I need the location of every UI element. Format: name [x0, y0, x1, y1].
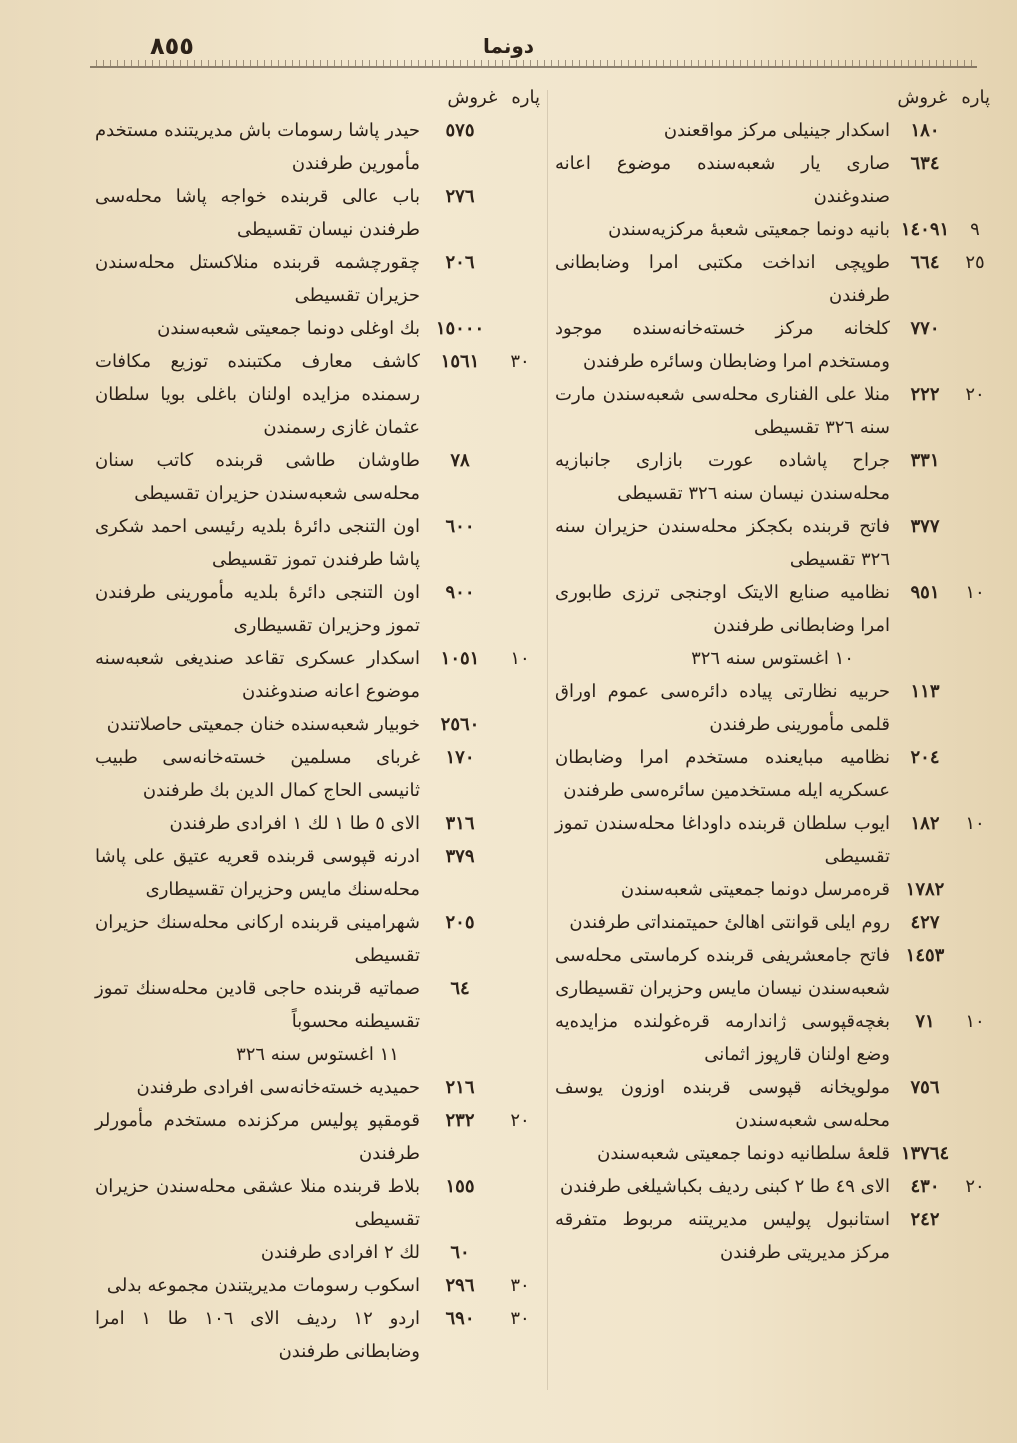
entry-description: اون التنجی دائرهٔ بلدیه مأمورینی طرفندن تموز وحزیران تقسیطاری [95, 582, 420, 636]
column-divider [547, 90, 548, 1390]
ledger-entry [95, 444, 540, 510]
entry-kurus: ٣٣١ [910, 450, 940, 471]
entry-kurus: ١٧٠ [445, 747, 475, 768]
entry-para: ١٠ [965, 1011, 985, 1032]
entry-description: اون التنجی دائرهٔ بلدیه رئیسی احمد شکری پاشا طرفندن تموز تقسیطی [95, 516, 420, 570]
ledger-entry [555, 741, 990, 807]
entry-description: جراح پاشاده عورت بازاری جانبازیه محله‌سندن نیسان سنه ٣٢٦ تقسیطی [555, 450, 890, 504]
ledger-entry [555, 444, 990, 510]
entry-kurus: ٣٧٩ [445, 846, 475, 867]
ledger-entry [95, 906, 540, 972]
entry-description: بلاط قربنده منلا عشقی محله‌سندن حزیران تقسیطی [95, 1176, 420, 1230]
ledger-entry [555, 114, 990, 147]
entry-description: استانبول پولیس مدیریتنه مربوط متفرقه مرکز مدیریتی طرفندن [555, 1209, 890, 1263]
column-head [555, 80, 990, 114]
entry-kurus: ٢٥٦٠ [440, 714, 480, 735]
entry-description: حمیدیه خسته‌خانه‌سی افرادی طرفندن [136, 1077, 420, 1098]
entry-kurus: ٢٠٤ [910, 747, 940, 768]
ledger-entry [555, 1203, 990, 1269]
entry-para: ٣٠ [510, 351, 530, 372]
ledger-entry [555, 807, 990, 873]
left-column [95, 80, 540, 1368]
entry-description: ایوب سلطان قربنده داوداغا محله‌سندن تموز تقسیطی [555, 813, 890, 867]
ledger-entry [555, 906, 990, 939]
column-head [95, 80, 540, 114]
ledger-entry [95, 180, 540, 246]
entry-description: الای ٤٩ طا ٢ کبنی ردیف بکباشیلغی طرفندن [559, 1176, 890, 1197]
entry-description: نظامیه صنایع الایتک اوجنجی ترزی طابوری امرا وضابطانی طرفندن [555, 582, 890, 636]
ledger-entry [555, 576, 990, 642]
entry-kurus: ١٥٦١ [440, 351, 480, 372]
entry-kurus: ٧٧٠ [910, 318, 940, 339]
para-header: پاره [961, 86, 990, 108]
entry-kurus: ٤٢٧ [910, 912, 940, 933]
right-column [555, 80, 990, 1269]
entry-description: لك ٢ افرادی طرفندن [260, 1242, 420, 1263]
entry-kurus: ٢٤٢ [910, 1209, 940, 1230]
entry-description: نظامیه مبایعنده مستخدم امرا وضابطان عسکریه ایله مستخدمین سائره‌سی طرفندن [555, 747, 890, 801]
ledger-entry [95, 972, 540, 1038]
entry-description: اسکوب رسومات مدیریتندن مجموعه بدلی [106, 1275, 420, 1296]
entry-para: ١٠ [510, 648, 530, 669]
entry-para: ١٠ [965, 813, 985, 834]
entry-description: حربیه نظارتی پیاده دائره‌سی عموم اوراق قلمی مأمورینی طرفندن [555, 681, 890, 735]
entry-kurus: ٩٥١ [910, 582, 940, 603]
ledger-entry [95, 1236, 540, 1269]
entry-description: منلا علی الفناری محله‌سی شعبه‌سندن مارت سنه ٣٢٦ تقسیطی [555, 384, 890, 438]
entry-description: فاتح جامعشریفی قربنده کرماستی محله‌سی شعبه‌سندن نیسان مایس وحزیران تقسیطاری [555, 945, 890, 999]
entry-kurus: ٢١٦ [445, 1077, 475, 1098]
entry-description: ادرنه قپوسی قربنده قعریه عتیق علی پاشا محله‌سنك مایس وحزیران تقسیطاری [95, 846, 420, 900]
page-number: ٨٥٥ [150, 32, 194, 60]
entry-kurus: ٢٩٦ [445, 1275, 475, 1296]
entry-kurus: ٧١ [915, 1011, 935, 1032]
entry-description: قره‌مرسل دونما جمعیتی شعبه‌سندن [620, 879, 890, 900]
entry-description: اسکدار عسکری تقاعد صندیغی شعبه‌سنه موضوع اعانه صندوغندن [95, 648, 420, 702]
entry-description: مولویخانه قپوسی قربنده اوزون یوسف محله‌سی شعبه‌سندن [555, 1077, 890, 1131]
para-header: پاره [511, 86, 540, 108]
ledger-entry [95, 1269, 540, 1302]
ledger-entry [95, 741, 540, 807]
entry-kurus: ١٠٥١ [440, 648, 480, 669]
entry-description: خوبیار شعبه‌سنده خنان جمعیتی حاصلاتندن [106, 714, 420, 735]
entry-kurus: ١٣٧٦٤ [900, 1143, 950, 1164]
ledger-entry [95, 312, 540, 345]
entry-description: اسکدار جینیلی مرکز مواقعندن [663, 120, 890, 141]
entry-para: ١٠ [965, 582, 985, 603]
entry-kurus: ٣١٦ [445, 813, 475, 834]
entry-kurus: ٩٠٠ [445, 582, 475, 603]
entry-description: طاوشان طاشی قربنده کاتب سنان محله‌سی شعبه‌سندن حزیران تقسیطی [95, 450, 420, 504]
date-line: ١٠ اغستوس سنه ٣٢٦ [691, 648, 854, 669]
entry-kurus: ٧٨ [450, 450, 470, 471]
entry-kurus: ٢٠٥ [445, 912, 475, 933]
entry-para: ٢٠ [965, 384, 985, 405]
entry-description: حیدر پاشا رسومات باش مدیریتنده مستخدم مأمورین طرفندن [95, 120, 420, 174]
entry-kurus: ٣٧٧ [910, 516, 940, 537]
entry-list [95, 114, 540, 1368]
ledger-entry [95, 1104, 540, 1170]
entry-kurus: ٢٧٦ [445, 186, 475, 207]
ledger-entry [95, 807, 540, 840]
ledger-entry [95, 642, 540, 708]
page-title: دونما [482, 34, 535, 58]
entry-kurus: ٦٠٠ [445, 516, 475, 537]
entry-kurus: ١٤٠٩١ [900, 219, 950, 240]
ledger-entry [95, 1170, 540, 1236]
ledger-entry [555, 1137, 990, 1170]
entry-description: کاشف معارف مکتبنده توزیع مکافات رسمنده مزایده اولنان باغلی بویا سلطان عثمان غازی رسمندن [95, 351, 420, 438]
entry-description: غربای مسلمین خسته‌خانه‌سی طبیب ثانیسی الحاج کمال الدین بك طرفندن [95, 747, 420, 801]
entry-description: صماتیه قربنده حاجی قادین محله‌سنك تموز تقسیطنه محسوباً [95, 978, 420, 1032]
entry-kurus: ٢٢٢ [910, 384, 940, 405]
ledger-entry [95, 708, 540, 741]
entry-description: بك اوغلی دونما جمعیتی شعبه‌سندن [157, 318, 420, 339]
entry-kurus: ٦٠ [450, 1242, 470, 1263]
entry-kurus: ١١٣ [910, 681, 940, 702]
entry-para: ٣٠ [510, 1275, 530, 1296]
entry-kurus: ٢٣٢ [445, 1110, 475, 1131]
entry-para: ٢٥ [965, 252, 985, 273]
entry-description: بانیه دونما جمعیتی شعبهٔ مرکزیه‌سندن [608, 219, 890, 240]
entry-para: ٣٠ [510, 1308, 530, 1329]
ledger-entry [555, 378, 990, 444]
ledger-entry [555, 213, 990, 246]
entry-description: روم ایلی قوانتی اهالیٔ حمیتمنداتی طرفندن [569, 912, 890, 933]
entry-kurus: ٢٠٦ [445, 252, 475, 273]
entry-para: ٢٠ [965, 1176, 985, 1197]
entry-description: کلخانه مرکز خسته‌خانه‌سنده موجود ومستخدم امرا وضابطان وسائره طرفندن [555, 318, 890, 372]
ledger-entry [555, 1005, 990, 1071]
entry-description: فاتح قربنده بکجکز محله‌سندن حزیران سنه ٣٢٦ تقسیطی [555, 516, 890, 570]
kurus-header: غروش [447, 86, 498, 108]
entry-kurus: ٥٧٥ [445, 120, 475, 141]
entry-description: شهرامینی قربنده ارکانی محله‌سنك حزیران تقسیطی [95, 912, 420, 966]
running-head [40, 28, 977, 62]
entry-kurus: ١٨٢ [910, 813, 940, 834]
ledger-entry [95, 1071, 540, 1104]
ledger-entry [555, 939, 990, 1005]
date-line: ١١ اغستوس سنه ٣٢٦ [236, 1044, 399, 1065]
ledger-entry [555, 510, 990, 576]
ledger-entry [95, 1302, 540, 1368]
ledger-entry [555, 147, 990, 213]
ledger-entry [95, 840, 540, 906]
entry-list [555, 114, 990, 1269]
entry-kurus: ١٧٨٢ [905, 879, 945, 900]
entry-description: طوپچی انداخت مکتبی امرا وضابطانی طرفندن [555, 252, 890, 306]
ledger-entry [555, 1071, 990, 1137]
ledger-entry [555, 1170, 990, 1203]
ledger-entry [95, 510, 540, 576]
entry-description: الای ٥ طا ١ لك ١ افرادی طرفندن [169, 813, 420, 834]
entry-para: ٢٠ [510, 1110, 530, 1131]
entry-kurus: ١٨٠ [910, 120, 940, 141]
ledger-entry [95, 246, 540, 312]
entry-description: قلعهٔ سلطانیه دونما جمعیتی شعبه‌سندن [597, 1143, 890, 1164]
entry-kurus: ٦٦٤ [910, 252, 940, 273]
ledger-entry [95, 345, 540, 444]
entry-para: ٩ [970, 219, 980, 240]
entry-description: قومقپو پولیس مرکزنده مستخدم مأمورلر طرفندن [95, 1110, 420, 1164]
ledger-entry [95, 114, 540, 180]
entry-kurus: ٧٥٦ [910, 1077, 940, 1098]
entry-kurus: ١٥٠٠٠ [435, 318, 485, 339]
entry-kurus: ٤٣٠ [910, 1176, 940, 1197]
entry-kurus: ١٥٥ [445, 1176, 475, 1197]
ledger-entry [555, 312, 990, 378]
entry-kurus: ٦٣٤ [910, 153, 940, 174]
entry-kurus: ٦٤ [450, 978, 470, 999]
ledger-entry [95, 576, 540, 642]
entry-description: اردو ١٢ ردیف الای ١٠٦ طا ١ امرا وضابطانی طرفندن [95, 1308, 420, 1362]
ledger-entry [555, 873, 990, 906]
kurus-header: غروش [897, 86, 948, 108]
entry-description: چقورچشمه قربنده منلاکستل محله‌سندن حزیران تقسیطی [95, 252, 420, 306]
entry-kurus: ١٤٥٣ [905, 945, 945, 966]
entry-description: صاری یار شعبه‌سنده موضوع اعانه صندوغندن [555, 153, 890, 207]
ledger-entry [555, 246, 990, 312]
entry-kurus: ٦٩٠ [445, 1308, 475, 1329]
header-rule [90, 60, 977, 68]
ledger-entry [555, 675, 990, 741]
entry-description: باب عالی قربنده خواجه پاشا محله‌سی طرفندن نیسان تقسیطی [95, 186, 420, 240]
entry-description: بغچه‌قپوسی ژاندارمه قره‌غولنده مزایده‌یه وضع اولنان قارپوز اثمانی [555, 1011, 890, 1065]
